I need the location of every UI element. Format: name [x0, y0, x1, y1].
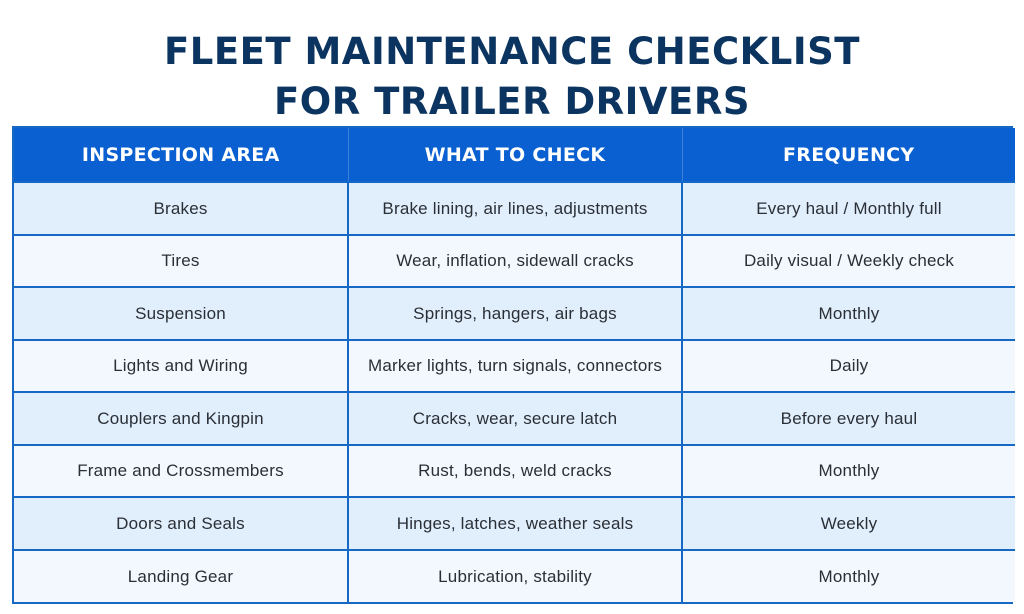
column-header-frequency: FREQUENCY	[682, 128, 1015, 182]
cell-frequency: Every haul / Monthly full	[682, 182, 1015, 235]
table-row	[14, 392, 1015, 445]
cell-inspection-area: Lights and Wiring	[14, 340, 348, 393]
table-row	[14, 182, 1015, 235]
header-row	[14, 128, 1015, 182]
title-line-1: FLEET MAINTENANCE CHECKLIST	[163, 29, 861, 73]
cell-inspection-area: Couplers and Kingpin	[14, 392, 348, 445]
cell-inspection-area: Landing Gear	[14, 550, 348, 603]
cell-frequency: Before every haul	[682, 392, 1015, 445]
page-title	[0, 27, 1024, 127]
cell-inspection-area: Brakes	[14, 182, 348, 235]
title-line-2: FOR TRAILER DRIVERS	[274, 79, 750, 123]
cell-inspection-area: Tires	[14, 235, 348, 288]
cell-inspection-area: Suspension	[14, 287, 348, 340]
checklist-table	[12, 126, 1013, 604]
column-header-what-to-check: WHAT TO CHECK	[348, 128, 682, 182]
cell-frequency: Monthly	[682, 287, 1015, 340]
table-row	[14, 445, 1015, 498]
cell-frequency: Monthly	[682, 550, 1015, 603]
column-header-inspection-area: INSPECTION AREA	[14, 128, 348, 182]
cell-inspection-area: Doors and Seals	[14, 497, 348, 550]
cell-frequency: Weekly	[682, 497, 1015, 550]
cell-what-to-check: Lubrication, stability	[348, 550, 682, 603]
cell-what-to-check: Cracks, wear, secure latch	[348, 392, 682, 445]
cell-what-to-check: Hinges, latches, weather seals	[348, 497, 682, 550]
cell-what-to-check: Wear, inflation, sidewall cracks	[348, 235, 682, 288]
table-row	[14, 550, 1015, 603]
cell-what-to-check: Rust, bends, weld cracks	[348, 445, 682, 498]
table-row	[14, 497, 1015, 550]
cell-frequency: Monthly	[682, 445, 1015, 498]
cell-what-to-check: Marker lights, turn signals, connectors	[348, 340, 682, 393]
table-header	[14, 128, 1015, 182]
cell-what-to-check: Springs, hangers, air bags	[348, 287, 682, 340]
cell-frequency: Daily visual / Weekly check	[682, 235, 1015, 288]
cell-inspection-area: Frame and Crossmembers	[14, 445, 348, 498]
cell-frequency: Daily	[682, 340, 1015, 393]
table-row	[14, 235, 1015, 288]
table-row	[14, 340, 1015, 393]
table-body	[14, 182, 1015, 602]
table-row	[14, 287, 1015, 340]
cell-what-to-check: Brake lining, air lines, adjustments	[348, 182, 682, 235]
